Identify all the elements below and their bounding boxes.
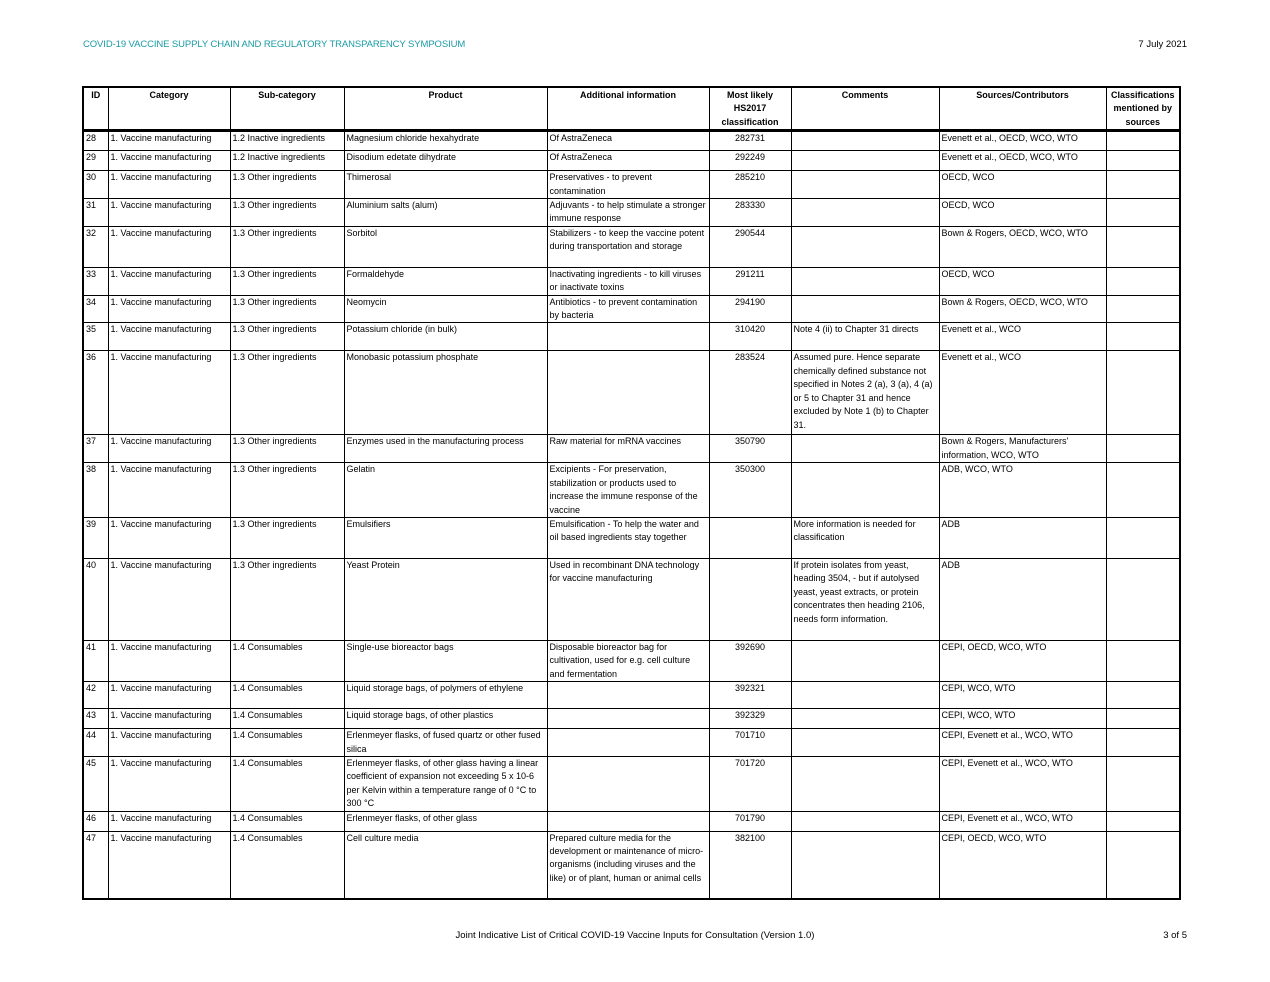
cell-product: Liquid storage bags, of other plastics — [344, 709, 547, 729]
cell-hs-classification: 290544 — [709, 226, 791, 267]
cell-sources: CEPI, Evenett et al., WCO, WTO — [939, 729, 1106, 757]
cell-sub-category: 1.3 Other ingredients — [230, 323, 344, 351]
cell-additional-information: Adjuvants - to help stimulate a stronger immune response — [547, 199, 709, 227]
table-row — [83, 831, 1180, 899]
document-header-date: 7 July 2021 — [1138, 39, 1187, 50]
table-row — [83, 682, 1180, 709]
cell-category: 1. Vaccine manufacturing — [108, 640, 230, 681]
cell-product: Erlenmeyer flasks, of other glass — [344, 811, 547, 831]
cell-hs-classification: 282731 — [709, 131, 791, 151]
cell-id: 40 — [83, 558, 108, 640]
cell-classifications-mentioned — [1106, 709, 1180, 729]
cell-product: Neomycin — [344, 295, 547, 323]
cell-id: 42 — [83, 682, 108, 709]
cell-sources: CEPI, Evenett et al., WCO, WTO — [939, 756, 1106, 811]
cell-sources: Evenett et al., OECD, WCO, WTO — [939, 151, 1106, 171]
cell-classifications-mentioned — [1106, 226, 1180, 267]
cell-hs-classification: 701790 — [709, 811, 791, 831]
cell-id: 47 — [83, 831, 108, 899]
cell-id: 33 — [83, 267, 108, 295]
cell-additional-information: Prepared culture media for the development or maintenance of micro-organisms (including viruses and the like) or of plant, human or animal cells — [547, 831, 709, 899]
cell-product: Erlenmeyer flasks, of other glass having a linear coefficient of expansion not exceeding 5 x 10-6 per Kelvin within a temperature range of 0 °C to 300 °C — [344, 756, 547, 811]
cell-classifications-mentioned — [1106, 640, 1180, 681]
cell-comments: More information is needed for classification — [791, 517, 939, 558]
cell-comments — [791, 831, 939, 899]
cell-product: Enzymes used in the manufacturing process — [344, 435, 547, 463]
cell-hs-classification: 350300 — [709, 463, 791, 518]
cell-sources: OECD, WCO — [939, 267, 1106, 295]
cell-comments — [791, 199, 939, 227]
cell-additional-information: Stabilizers - to keep the vaccine potent during transportation and storage — [547, 226, 709, 267]
cell-hs-classification: 392690 — [709, 640, 791, 681]
cell-category: 1. Vaccine manufacturing — [108, 756, 230, 811]
page-number: 3 of 5 — [1163, 930, 1187, 941]
cell-comments: Assumed pure. Hence separate chemically defined substance not specified in Notes 2 (a), 3 (a), 4 (a) or 5 to Chapter 31 and hence excluded by Note 1 (b) to Chapter 31. — [791, 351, 939, 435]
cell-comments — [791, 151, 939, 171]
cell-classifications-mentioned — [1106, 811, 1180, 831]
cell-classifications-mentioned — [1106, 323, 1180, 351]
cell-product: Liquid storage bags, of polymers of ethylene — [344, 682, 547, 709]
cell-id: 39 — [83, 517, 108, 558]
cell-category: 1. Vaccine manufacturing — [108, 463, 230, 518]
cell-hs-classification: 291211 — [709, 267, 791, 295]
cell-product: Sorbitol — [344, 226, 547, 267]
cell-additional-information — [547, 682, 709, 709]
cell-hs-classification: 392321 — [709, 682, 791, 709]
cell-comments — [791, 131, 939, 151]
table-row — [83, 131, 1180, 151]
cell-id: 30 — [83, 171, 108, 199]
cell-sub-category: 1.3 Other ingredients — [230, 171, 344, 199]
cell-product: Potassium chloride (in bulk) — [344, 323, 547, 351]
cell-hs-classification: 392329 — [709, 709, 791, 729]
cell-sub-category: 1.3 Other ingredients — [230, 463, 344, 518]
cell-comments — [791, 640, 939, 681]
cell-comments — [791, 171, 939, 199]
cell-comments — [791, 756, 939, 811]
cell-additional-information — [547, 729, 709, 757]
cell-classifications-mentioned — [1106, 517, 1180, 558]
cell-sub-category: 1.2 Inactive ingredients — [230, 131, 344, 151]
cell-classifications-mentioned — [1106, 131, 1180, 151]
cell-sub-category: 1.4 Consumables — [230, 640, 344, 681]
cell-category: 1. Vaccine manufacturing — [108, 831, 230, 899]
cell-comments — [791, 709, 939, 729]
col-header-id: ID — [83, 87, 108, 131]
cell-sub-category: 1.3 Other ingredients — [230, 351, 344, 435]
cell-product: Aluminium salts (alum) — [344, 199, 547, 227]
cell-sources: CEPI, Evenett et al., WCO, WTO — [939, 811, 1106, 831]
cell-additional-information: Emulsification - To help the water and oil based ingredients stay together — [547, 517, 709, 558]
cell-id: 37 — [83, 435, 108, 463]
cell-classifications-mentioned — [1106, 831, 1180, 899]
cell-product: Disodium edetate dihydrate — [344, 151, 547, 171]
col-header-hs-classification: Most likely HS2017 classification — [709, 87, 791, 131]
cell-sub-category: 1.3 Other ingredients — [230, 199, 344, 227]
cell-sub-category: 1.3 Other ingredients — [230, 267, 344, 295]
cell-hs-classification: 292249 — [709, 151, 791, 171]
cell-classifications-mentioned — [1106, 558, 1180, 640]
cell-sources: OECD, WCO — [939, 199, 1106, 227]
cell-id: 29 — [83, 151, 108, 171]
cell-product: Emulsifiers — [344, 517, 547, 558]
table-row — [83, 267, 1180, 295]
cell-additional-information: Inactivating ingredients - to kill viruses or inactivate toxins — [547, 267, 709, 295]
cell-classifications-mentioned — [1106, 463, 1180, 518]
table-row — [83, 463, 1180, 518]
cell-additional-information — [547, 351, 709, 435]
table-row — [83, 435, 1180, 463]
cell-product: Cell culture media — [344, 831, 547, 899]
cell-sources: Bown & Rogers, OECD, WCO, WTO — [939, 226, 1106, 267]
cell-additional-information — [547, 323, 709, 351]
cell-product: Magnesium chloride hexahydrate — [344, 131, 547, 151]
cell-category: 1. Vaccine manufacturing — [108, 199, 230, 227]
cell-hs-classification: 701720 — [709, 756, 791, 811]
cell-additional-information: Of AstraZeneca — [547, 131, 709, 151]
cell-category: 1. Vaccine manufacturing — [108, 558, 230, 640]
table-row — [83, 517, 1180, 558]
cell-category: 1. Vaccine manufacturing — [108, 811, 230, 831]
table-row — [83, 709, 1180, 729]
cell-product: Single-use bioreactor bags — [344, 640, 547, 681]
table-row — [83, 226, 1180, 267]
cell-sources: CEPI, WCO, WTO — [939, 709, 1106, 729]
cell-category: 1. Vaccine manufacturing — [108, 351, 230, 435]
table-row — [83, 199, 1180, 227]
cell-id: 43 — [83, 709, 108, 729]
cell-sources: ADB, WCO, WTO — [939, 463, 1106, 518]
cell-id: 32 — [83, 226, 108, 267]
cell-category: 1. Vaccine manufacturing — [108, 131, 230, 151]
table-row — [83, 171, 1180, 199]
cell-sub-category: 1.4 Consumables — [230, 682, 344, 709]
table-row — [83, 351, 1180, 435]
cell-id: 31 — [83, 199, 108, 227]
cell-hs-classification: 701710 — [709, 729, 791, 757]
cell-sources: CEPI, OECD, WCO, WTO — [939, 640, 1106, 681]
table-body — [83, 131, 1180, 899]
inputs-table-container — [82, 86, 1181, 900]
cell-comments — [791, 295, 939, 323]
col-header-sub-category: Sub-category — [230, 87, 344, 131]
cell-sub-category: 1.3 Other ingredients — [230, 517, 344, 558]
cell-classifications-mentioned — [1106, 151, 1180, 171]
cell-sources: Evenett et al., WCO — [939, 351, 1106, 435]
document-footer-title: Joint Indicative List of Critical COVID-19 Vaccine Inputs for Consultation (Version 1.0) — [455, 930, 815, 941]
cell-hs-classification: 283524 — [709, 351, 791, 435]
col-header-additional-information: Additional information — [547, 87, 709, 131]
cell-classifications-mentioned — [1106, 295, 1180, 323]
cell-additional-information: Of AstraZeneca — [547, 151, 709, 171]
cell-id: 34 — [83, 295, 108, 323]
cell-additional-information — [547, 756, 709, 811]
cell-sub-category: 1.3 Other ingredients — [230, 435, 344, 463]
cell-category: 1. Vaccine manufacturing — [108, 709, 230, 729]
cell-category: 1. Vaccine manufacturing — [108, 295, 230, 323]
cell-id: 44 — [83, 729, 108, 757]
table-row — [83, 756, 1180, 811]
cell-additional-information: Disposable bioreactor bag for cultivation, used for e.g. cell culture and fermentation — [547, 640, 709, 681]
cell-sub-category: 1.2 Inactive ingredients — [230, 151, 344, 171]
cell-hs-classification — [709, 517, 791, 558]
table-row — [83, 729, 1180, 757]
cell-sources: Evenett et al., OECD, WCO, WTO — [939, 131, 1106, 151]
cell-classifications-mentioned — [1106, 756, 1180, 811]
cell-category: 1. Vaccine manufacturing — [108, 226, 230, 267]
col-header-category: Category — [108, 87, 230, 131]
cell-id: 35 — [83, 323, 108, 351]
table-row — [83, 295, 1180, 323]
col-header-product: Product — [344, 87, 547, 131]
cell-sub-category: 1.3 Other ingredients — [230, 226, 344, 267]
cell-id: 36 — [83, 351, 108, 435]
cell-id: 38 — [83, 463, 108, 518]
cell-id: 46 — [83, 811, 108, 831]
col-header-comments: Comments — [791, 87, 939, 131]
document-header-title: COVID-19 VACCINE SUPPLY CHAIN AND REGULATORY TRANSPARENCY SYMPOSIUM — [83, 39, 466, 50]
cell-id: 28 — [83, 131, 108, 151]
cell-hs-classification — [709, 558, 791, 640]
cell-classifications-mentioned — [1106, 435, 1180, 463]
table-header-row — [83, 87, 1180, 131]
cell-sources: CEPI, OECD, WCO, WTO — [939, 831, 1106, 899]
cell-category: 1. Vaccine manufacturing — [108, 267, 230, 295]
cell-sources: Bown & Rogers, OECD, WCO, WTO — [939, 295, 1106, 323]
cell-classifications-mentioned — [1106, 682, 1180, 709]
col-header-classifications-mentioned: Classifications mentioned by sources — [1106, 87, 1180, 131]
cell-comments: If protein isolates from yeast, heading 3504, - but if autolysed yeast, yeast extracts, or protein concentrates then heading 2106, needs form information. — [791, 558, 939, 640]
cell-comments — [791, 435, 939, 463]
cell-hs-classification: 382100 — [709, 831, 791, 899]
cell-category: 1. Vaccine manufacturing — [108, 151, 230, 171]
cell-comments: Note 4 (ii) to Chapter 31 directs — [791, 323, 939, 351]
cell-product: Thimerosal — [344, 171, 547, 199]
cell-sources: Evenett et al., WCO — [939, 323, 1106, 351]
cell-product: Erlenmeyer flasks, of fused quartz or other fused silica — [344, 729, 547, 757]
table-row — [83, 151, 1180, 171]
cell-additional-information: Used in recombinant DNA technology for vaccine manufacturing — [547, 558, 709, 640]
cell-sub-category: 1.4 Consumables — [230, 729, 344, 757]
cell-sub-category: 1.4 Consumables — [230, 756, 344, 811]
cell-hs-classification: 283330 — [709, 199, 791, 227]
cell-sources: ADB — [939, 517, 1106, 558]
cell-comments — [791, 226, 939, 267]
cell-category: 1. Vaccine manufacturing — [108, 435, 230, 463]
cell-comments — [791, 267, 939, 295]
col-header-sources: Sources/Contributors — [939, 87, 1106, 131]
cell-hs-classification: 294190 — [709, 295, 791, 323]
cell-id: 41 — [83, 640, 108, 681]
cell-classifications-mentioned — [1106, 171, 1180, 199]
cell-category: 1. Vaccine manufacturing — [108, 729, 230, 757]
table-row — [83, 811, 1180, 831]
cell-sources: CEPI, WCO, WTO — [939, 682, 1106, 709]
inputs-table — [82, 86, 1181, 900]
cell-sub-category: 1.4 Consumables — [230, 709, 344, 729]
cell-additional-information: Raw material for mRNA vaccines — [547, 435, 709, 463]
cell-category: 1. Vaccine manufacturing — [108, 682, 230, 709]
cell-comments — [791, 463, 939, 518]
cell-classifications-mentioned — [1106, 199, 1180, 227]
cell-additional-information: Preservatives - to prevent contamination — [547, 171, 709, 199]
cell-sub-category: 1.3 Other ingredients — [230, 295, 344, 323]
cell-classifications-mentioned — [1106, 267, 1180, 295]
cell-sources: ADB — [939, 558, 1106, 640]
cell-product: Monobasic potassium phosphate — [344, 351, 547, 435]
cell-product: Formaldehyde — [344, 267, 547, 295]
table-row — [83, 558, 1180, 640]
cell-hs-classification: 310420 — [709, 323, 791, 351]
cell-sub-category: 1.3 Other ingredients — [230, 558, 344, 640]
cell-sub-category: 1.4 Consumables — [230, 831, 344, 899]
cell-category: 1. Vaccine manufacturing — [108, 171, 230, 199]
cell-sources: OECD, WCO — [939, 171, 1106, 199]
cell-comments — [791, 729, 939, 757]
cell-additional-information — [547, 811, 709, 831]
cell-id: 45 — [83, 756, 108, 811]
cell-additional-information: Antibiotics - to prevent contamination by bacteria — [547, 295, 709, 323]
cell-additional-information — [547, 709, 709, 729]
cell-classifications-mentioned — [1106, 729, 1180, 757]
cell-sub-category: 1.4 Consumables — [230, 811, 344, 831]
table-row — [83, 323, 1180, 351]
cell-comments — [791, 682, 939, 709]
cell-category: 1. Vaccine manufacturing — [108, 517, 230, 558]
cell-classifications-mentioned — [1106, 351, 1180, 435]
cell-comments — [791, 811, 939, 831]
table-row — [83, 640, 1180, 681]
cell-sources: Bown & Rogers, Manufacturers' information, WCO, WTO — [939, 435, 1106, 463]
cell-hs-classification: 350790 — [709, 435, 791, 463]
cell-additional-information: Excipients - For preservation, stabilization or products used to increase the immune response of the vaccine — [547, 463, 709, 518]
cell-category: 1. Vaccine manufacturing — [108, 323, 230, 351]
cell-product: Gelatin — [344, 463, 547, 518]
cell-product: Yeast Protein — [344, 558, 547, 640]
cell-hs-classification: 285210 — [709, 171, 791, 199]
